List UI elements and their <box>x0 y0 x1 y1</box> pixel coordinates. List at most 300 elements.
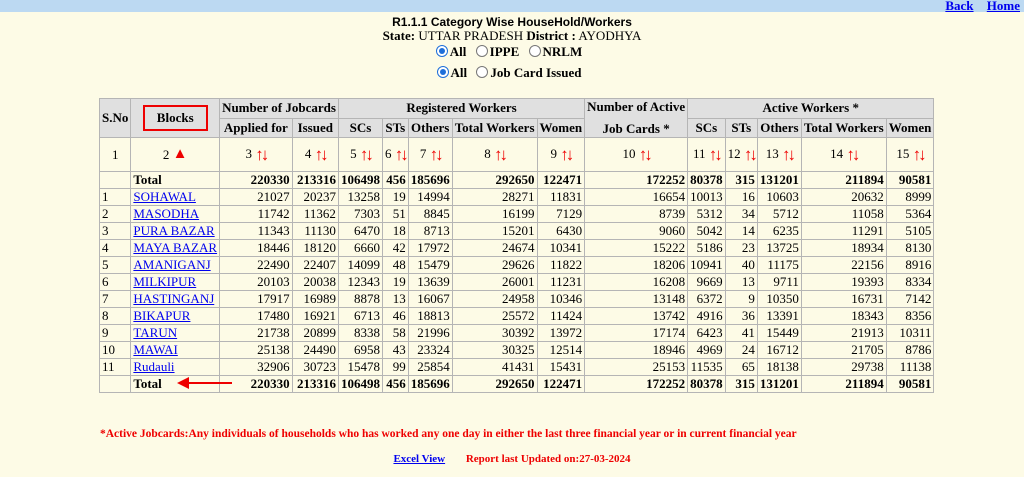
table-row <box>100 359 934 376</box>
column-number-cell[interactable] <box>537 138 585 172</box>
row-value: 11742 <box>220 206 293 223</box>
district-value: AYODHYA <box>578 28 642 43</box>
row-value: 15431 <box>537 359 585 376</box>
row-sno: 3 <box>100 223 131 240</box>
active-jobcards-line2: Job Cards * <box>602 121 670 136</box>
row-value: 48 <box>382 257 408 274</box>
row-value: 42 <box>382 240 408 257</box>
table-row <box>100 257 934 274</box>
row-value: 17917 <box>220 291 293 308</box>
row-block-cell <box>131 359 220 376</box>
column-number: 11 <box>693 145 706 161</box>
total-value: 220330 <box>220 172 293 189</box>
column-number-cell[interactable] <box>100 138 131 172</box>
column-number: 14 <box>830 145 844 161</box>
row-value: 10311 <box>886 325 934 342</box>
column-number-cell[interactable] <box>725 138 757 172</box>
column-number-cell[interactable] <box>338 138 382 172</box>
total-value: 292650 <box>452 376 537 393</box>
row-value: 6423 <box>688 325 726 342</box>
header-active-scs: SCs <box>688 118 726 138</box>
row-block-cell <box>131 240 220 257</box>
row-value: 9 <box>725 291 757 308</box>
row-value: 5186 <box>688 240 726 257</box>
row-value: 22407 <box>292 257 338 274</box>
active-jobcards-line1: Number of Active <box>587 99 686 114</box>
table-row <box>100 189 934 206</box>
row-value: 16731 <box>801 291 886 308</box>
row-value: 6958 <box>338 342 382 359</box>
back-link[interactable]: Back <box>945 0 974 13</box>
row-value: 18 <box>382 223 408 240</box>
row-value: 5364 <box>886 206 934 223</box>
total-label: Total <box>131 172 220 189</box>
column-number: 12 <box>727 145 741 161</box>
up-down-arrows-icon[interactable]: ↑↓ <box>359 144 371 164</box>
row-value: 6235 <box>757 223 801 240</box>
row-value: 23 <box>725 240 757 257</box>
radio-job-card-issued-label: Job Card Issued <box>490 65 582 80</box>
total-value: 172252 <box>585 376 688 393</box>
row-value: 14994 <box>408 189 452 206</box>
row-value: 24958 <box>452 291 537 308</box>
row-value: 8130 <box>886 240 934 257</box>
radio-ippe-label: IPPE <box>489 44 520 59</box>
top-links <box>935 0 1020 14</box>
row-value: 13391 <box>757 308 801 325</box>
row-block-cell <box>131 189 220 206</box>
row-sno: 5 <box>100 257 131 274</box>
column-number-cell[interactable] <box>292 138 338 172</box>
row-sno: 10 <box>100 342 131 359</box>
row-value: 7303 <box>338 206 382 223</box>
column-number: 5 <box>350 145 357 161</box>
row-value: 13972 <box>537 325 585 342</box>
row-value: 15222 <box>585 240 688 257</box>
row-value: 15479 <box>408 257 452 274</box>
column-number: 7 <box>419 145 427 161</box>
total-label: Total <box>131 376 220 393</box>
radio-all-label: All <box>449 44 467 59</box>
row-sno: 11 <box>100 359 131 376</box>
column-number-cell[interactable] <box>220 138 293 172</box>
row-value: 11343 <box>220 223 293 240</box>
state-label: State: <box>382 28 416 43</box>
row-value: 99 <box>382 359 408 376</box>
header-active-workers: Active Workers * <box>688 99 934 119</box>
radio-all-jobcards[interactable] <box>437 66 449 78</box>
row-value: 25854 <box>408 359 452 376</box>
row-value: 19 <box>382 189 408 206</box>
row-value: 22490 <box>220 257 293 274</box>
row-value: 11362 <box>292 206 338 223</box>
row-block-cell <box>131 223 220 240</box>
table-row <box>100 223 934 240</box>
total-value: 131201 <box>757 172 801 189</box>
total-value: 315 <box>725 172 757 189</box>
total-value: 213316 <box>292 376 338 393</box>
row-value: 18343 <box>801 308 886 325</box>
row-value: 18138 <box>757 359 801 376</box>
row-value: 16921 <box>292 308 338 325</box>
row-sno: 2 <box>100 206 131 223</box>
radio-nrlm-label: NRLM <box>542 44 583 59</box>
header-active-others: Others <box>757 118 801 138</box>
column-number: 3 <box>245 145 252 161</box>
row-value: 13 <box>382 291 408 308</box>
row-block-cell <box>131 206 220 223</box>
row-value: 20632 <box>801 189 886 206</box>
row-value: 18120 <box>292 240 338 257</box>
row-value: 19393 <box>801 274 886 291</box>
row-value: 4916 <box>688 308 726 325</box>
row-value: 16199 <box>452 206 537 223</box>
row-value: 18813 <box>408 308 452 325</box>
row-value: 21705 <box>801 342 886 359</box>
row-value: 14 <box>725 223 757 240</box>
state-value: UTTAR PRADESH <box>418 28 524 43</box>
row-value: 21738 <box>220 325 293 342</box>
row-value: 41431 <box>452 359 537 376</box>
header-active-jobcards <box>585 99 688 138</box>
block-link[interactable]: MILKIPUR <box>133 274 197 289</box>
row-value: 10346 <box>537 291 585 308</box>
top-bar <box>0 0 1024 12</box>
row-value: 40 <box>725 257 757 274</box>
row-value: 6372 <box>688 291 726 308</box>
row-value: 41 <box>725 325 757 342</box>
header-applied: Applied for <box>220 118 293 138</box>
row-value: 20103 <box>220 274 293 291</box>
row-value: 17972 <box>408 240 452 257</box>
row-sno: 8 <box>100 308 131 325</box>
row-value: 21996 <box>408 325 452 342</box>
block-link[interactable]: MAYA BAZAR <box>133 240 218 255</box>
row-value: 6713 <box>338 308 382 325</box>
row-value: 28271 <box>452 189 537 206</box>
row-value: 24490 <box>292 342 338 359</box>
total-value: 172252 <box>585 172 688 189</box>
total-row-top <box>100 172 934 189</box>
column-number-cell[interactable] <box>688 138 726 172</box>
row-value: 15201 <box>452 223 537 240</box>
table-row <box>100 274 934 291</box>
row-value: 20038 <box>292 274 338 291</box>
row-value: 10341 <box>537 240 585 257</box>
row-value: 32906 <box>220 359 293 376</box>
total-value: 456 <box>382 376 408 393</box>
row-value: 23324 <box>408 342 452 359</box>
total-sno-cell <box>100 172 131 189</box>
row-sno: 4 <box>100 240 131 257</box>
up-down-arrows-icon[interactable]: ↑↓ <box>638 144 650 164</box>
column-number: 1 <box>111 146 119 162</box>
row-value: 16 <box>725 189 757 206</box>
triangle-up-icon[interactable]: ▲ <box>172 146 188 162</box>
block-link[interactable]: PURA BAZAR <box>133 223 215 238</box>
row-value: 29738 <box>801 359 886 376</box>
total-value: 185696 <box>408 172 452 189</box>
row-value: 24674 <box>452 240 537 257</box>
total-value: 211894 <box>801 376 886 393</box>
row-value: 22156 <box>801 257 886 274</box>
row-value: 8338 <box>338 325 382 342</box>
row-value: 7129 <box>537 206 585 223</box>
radio-nrlm[interactable] <box>529 45 541 57</box>
row-value: 13725 <box>757 240 801 257</box>
block-link[interactable]: Rudauli <box>133 359 175 374</box>
row-value: 13258 <box>338 189 382 206</box>
block-link[interactable]: AMANIGANJ <box>133 257 211 272</box>
row-value: 11130 <box>292 223 338 240</box>
up-down-arrows-icon[interactable]: ↑↓ <box>255 144 267 164</box>
header-active-women: Women <box>886 118 934 138</box>
row-value: 34 <box>725 206 757 223</box>
row-value: 5042 <box>688 223 726 240</box>
total-value: 213316 <box>292 172 338 189</box>
up-down-arrows-icon[interactable]: ↑↓ <box>708 144 720 164</box>
row-value: 46 <box>382 308 408 325</box>
row-value: 8878 <box>338 291 382 308</box>
row-value: 10350 <box>757 291 801 308</box>
row-value: 11535 <box>688 359 726 376</box>
row-value: 5712 <box>757 206 801 223</box>
row-value: 18446 <box>220 240 293 257</box>
row-value: 30392 <box>452 325 537 342</box>
header-total-workers: Total Workers <box>452 118 537 138</box>
row-value: 10603 <box>757 189 801 206</box>
row-sno: 6 <box>100 274 131 291</box>
up-down-arrows-icon[interactable]: ↑↓ <box>846 144 858 164</box>
row-value: 5312 <box>688 206 726 223</box>
workers-table <box>99 98 934 393</box>
row-value: 30723 <box>292 359 338 376</box>
last-updated: Report last Updated on:27-03-2024 <box>465 453 631 465</box>
row-value: 16989 <box>292 291 338 308</box>
up-down-arrows-icon[interactable]: ↑↓ <box>743 144 755 164</box>
row-value: 20237 <box>292 189 338 206</box>
total-value: 456 <box>382 172 408 189</box>
up-down-arrows-icon[interactable]: ↑↓ <box>912 144 924 164</box>
row-value: 25572 <box>452 308 537 325</box>
header-scs: SCs <box>338 118 382 138</box>
row-value: 29626 <box>452 257 537 274</box>
row-value: 58 <box>382 325 408 342</box>
up-down-arrows-icon[interactable]: ↑↓ <box>314 144 326 164</box>
total-sno-cell <box>100 376 131 393</box>
row-value: 36 <box>725 308 757 325</box>
row-block-cell <box>131 291 220 308</box>
radio-all[interactable] <box>436 45 448 57</box>
total-value: 211894 <box>801 172 886 189</box>
row-value: 11138 <box>886 359 934 376</box>
row-value: 8916 <box>886 257 934 274</box>
column-number-cell[interactable] <box>452 138 537 172</box>
row-value: 26001 <box>452 274 537 291</box>
row-value: 8845 <box>408 206 452 223</box>
row-value: 9060 <box>585 223 688 240</box>
row-value: 43 <box>382 342 408 359</box>
up-down-arrows-icon[interactable]: ↑↓ <box>429 144 441 164</box>
row-value: 16067 <box>408 291 452 308</box>
total-value: 80378 <box>688 172 726 189</box>
row-value: 11231 <box>537 274 585 291</box>
total-value: 122471 <box>537 172 585 189</box>
column-number: 6 <box>384 145 392 161</box>
row-value: 18206 <box>585 257 688 274</box>
row-value: 15478 <box>338 359 382 376</box>
block-link[interactable]: BIKAPUR <box>133 308 191 323</box>
header-blocks[interactable] <box>131 99 220 138</box>
row-value: 13 <box>725 274 757 291</box>
up-down-arrows-icon[interactable]: ↑↓ <box>560 144 572 164</box>
row-value: 8739 <box>585 206 688 223</box>
column-number: 9 <box>550 145 557 161</box>
row-value: 15449 <box>757 325 801 342</box>
total-value: 220330 <box>220 376 293 393</box>
header-sno: S.No <box>100 99 131 138</box>
row-value: 4969 <box>688 342 726 359</box>
row-value: 13148 <box>585 291 688 308</box>
row-value: 24 <box>725 342 757 359</box>
header-sts: STs <box>382 118 408 138</box>
row-value: 5105 <box>886 223 934 240</box>
row-value: 25138 <box>220 342 293 359</box>
home-link[interactable]: Home <box>986 0 1020 13</box>
blocks-highlight-box <box>143 105 208 131</box>
row-value: 19 <box>382 274 408 291</box>
header-issued: Issued <box>292 118 338 138</box>
table-row <box>100 308 934 325</box>
footnote: *Active Jobcards:Any individuals of households who has worked any one day in either the last three financial year or in current financial year <box>100 428 797 440</box>
block-link[interactable]: MAWAI <box>133 342 178 357</box>
row-value: 6430 <box>537 223 585 240</box>
total-value: 106498 <box>338 172 382 189</box>
up-down-arrows-icon[interactable]: ↑↓ <box>782 144 794 164</box>
table-row <box>100 325 934 342</box>
row-value: 30325 <box>452 342 537 359</box>
block-link[interactable]: SOHAWAL <box>133 189 196 204</box>
row-value: 21027 <box>220 189 293 206</box>
row-value: 12514 <box>537 342 585 359</box>
radio-all-jobcards-label: All <box>450 65 468 80</box>
row-value: 10013 <box>688 189 726 206</box>
block-link[interactable]: HASTINGANJ <box>133 291 215 306</box>
column-number-cell[interactable] <box>757 138 801 172</box>
row-value: 11175 <box>757 257 801 274</box>
excel-view-link[interactable]: Excel View <box>393 453 446 465</box>
column-number: 2 <box>162 147 170 162</box>
row-value: 51 <box>382 206 408 223</box>
row-value: 25153 <box>585 359 688 376</box>
total-value: 90581 <box>886 172 934 189</box>
row-sno: 7 <box>100 291 131 308</box>
radio-job-card-issued[interactable] <box>476 66 488 78</box>
filter-group-1 <box>0 43 1024 61</box>
row-value: 9711 <box>757 274 801 291</box>
blocks-header-label: Blocks <box>156 110 194 125</box>
row-value: 16654 <box>585 189 688 206</box>
column-number-cell[interactable] <box>585 138 688 172</box>
row-value: 11058 <box>801 206 886 223</box>
row-value: 8786 <box>886 342 934 359</box>
row-value: 18934 <box>801 240 886 257</box>
column-number-row <box>100 138 934 172</box>
row-value: 6470 <box>338 223 382 240</box>
row-block-cell <box>131 274 220 291</box>
up-down-arrows-icon[interactable]: ↑↓ <box>394 144 406 164</box>
column-number: 8 <box>484 145 491 161</box>
table-row <box>100 342 934 359</box>
row-block-cell <box>131 325 220 342</box>
radio-ippe[interactable] <box>476 45 488 57</box>
total-value: 292650 <box>452 172 537 189</box>
column-number-cell[interactable] <box>886 138 934 172</box>
header-jobcards: Number of Jobcards <box>220 99 339 119</box>
row-value: 17480 <box>220 308 293 325</box>
up-down-arrows-icon[interactable]: ↑↓ <box>493 144 505 164</box>
row-value: 8334 <box>886 274 934 291</box>
header-registered-workers: Registered Workers <box>338 99 584 119</box>
column-number: 15 <box>896 145 910 161</box>
header-others: Others <box>408 118 452 138</box>
row-value: 17174 <box>585 325 688 342</box>
total-value: 131201 <box>757 376 801 393</box>
column-number-cell[interactable] <box>801 138 886 172</box>
row-value: 14099 <box>338 257 382 274</box>
total-value: 90581 <box>886 376 934 393</box>
table-row <box>100 291 934 308</box>
total-value: 315 <box>725 376 757 393</box>
column-number-cell[interactable] <box>408 138 452 172</box>
total-value: 122471 <box>537 376 585 393</box>
row-value: 16208 <box>585 274 688 291</box>
row-value: 20899 <box>292 325 338 342</box>
block-link[interactable]: TARUN <box>133 325 178 340</box>
block-link[interactable]: MASODHA <box>133 206 200 221</box>
report-title: R1.1.1 Category Wise HouseHold/Workers <box>392 15 632 29</box>
header-active-sts: STs <box>725 118 757 138</box>
row-block-cell <box>131 257 220 274</box>
total-value: 185696 <box>408 376 452 393</box>
row-value: 16712 <box>757 342 801 359</box>
row-value: 8999 <box>886 189 934 206</box>
table-row <box>100 240 934 257</box>
header-women: Women <box>537 118 585 138</box>
row-value: 65 <box>725 359 757 376</box>
column-number: 4 <box>304 145 312 161</box>
row-value: 6660 <box>338 240 382 257</box>
column-number-cell[interactable] <box>382 138 408 172</box>
row-value: 13639 <box>408 274 452 291</box>
row-value: 11822 <box>537 257 585 274</box>
column-number: 10 <box>622 145 636 161</box>
row-value: 11831 <box>537 189 585 206</box>
table-row <box>100 206 934 223</box>
bottom-bar <box>0 453 1024 465</box>
row-value: 13742 <box>585 308 688 325</box>
left-arrow-icon <box>177 375 233 391</box>
row-sno: 1 <box>100 189 131 206</box>
row-value: 12343 <box>338 274 382 291</box>
filter-group-2 <box>0 64 1024 82</box>
column-number-cell[interactable] <box>131 138 220 172</box>
row-value: 10941 <box>688 257 726 274</box>
column-number: 13 <box>765 145 779 161</box>
row-value: 18946 <box>585 342 688 359</box>
row-block-cell <box>131 308 220 325</box>
total-value: 106498 <box>338 376 382 393</box>
